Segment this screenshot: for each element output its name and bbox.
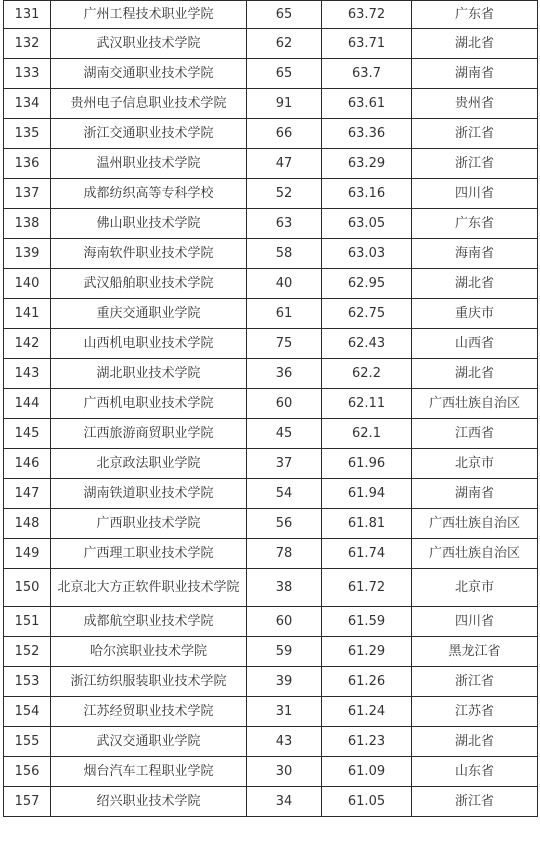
rank-cell: 132 [4, 29, 51, 59]
institution-name-cell: 重庆交通职业学院 [51, 299, 247, 329]
region-cell: 湖南省 [412, 479, 538, 509]
rank-cell: 143 [4, 359, 51, 389]
count-cell: 37 [247, 449, 322, 479]
rank-cell: 131 [4, 1, 51, 29]
score-cell: 63.61 [322, 89, 412, 119]
count-cell: 30 [247, 757, 322, 787]
table-row [4, 89, 538, 119]
table-row [4, 299, 538, 329]
count-cell: 43 [247, 727, 322, 757]
count-cell: 91 [247, 89, 322, 119]
table-row [4, 449, 538, 479]
rank-cell: 152 [4, 637, 51, 667]
institution-name-cell: 北京北大方正软件职业技术学院 [51, 569, 247, 607]
institution-name-cell: 绍兴职业技术学院 [51, 787, 247, 817]
table-row [4, 479, 538, 509]
count-cell: 45 [247, 419, 322, 449]
score-cell: 63.03 [322, 239, 412, 269]
score-cell: 63.29 [322, 149, 412, 179]
count-cell: 60 [247, 607, 322, 637]
table-row [4, 179, 538, 209]
score-cell: 61.94 [322, 479, 412, 509]
region-cell: 湖北省 [412, 359, 538, 389]
count-cell: 61 [247, 299, 322, 329]
score-cell: 61.59 [322, 607, 412, 637]
rank-cell: 155 [4, 727, 51, 757]
institution-name-cell: 贵州电子信息职业技术学院 [51, 89, 247, 119]
table-row [4, 1, 538, 29]
institution-name-cell: 哈尔滨职业技术学院 [51, 637, 247, 667]
score-cell: 61.26 [322, 667, 412, 697]
table-row [4, 329, 538, 359]
region-cell: 山西省 [412, 329, 538, 359]
score-cell: 62.43 [322, 329, 412, 359]
score-cell: 62.1 [322, 419, 412, 449]
rank-cell: 134 [4, 89, 51, 119]
region-cell: 浙江省 [412, 667, 538, 697]
region-cell: 黑龙江省 [412, 637, 538, 667]
rank-cell: 150 [4, 569, 51, 607]
count-cell: 78 [247, 539, 322, 569]
region-cell: 湖北省 [412, 727, 538, 757]
region-cell: 浙江省 [412, 787, 538, 817]
table-row [4, 607, 538, 637]
table-row [4, 119, 538, 149]
ranking-table [3, 0, 538, 817]
region-cell: 海南省 [412, 239, 538, 269]
institution-name-cell: 温州职业技术学院 [51, 149, 247, 179]
institution-name-cell: 江苏经贸职业技术学院 [51, 697, 247, 727]
score-cell: 61.24 [322, 697, 412, 727]
rank-cell: 141 [4, 299, 51, 329]
count-cell: 75 [247, 329, 322, 359]
institution-name-cell: 佛山职业技术学院 [51, 209, 247, 239]
score-cell: 61.81 [322, 509, 412, 539]
rank-cell: 133 [4, 59, 51, 89]
region-cell: 广西壮族自治区 [412, 389, 538, 419]
region-cell: 浙江省 [412, 149, 538, 179]
table-row [4, 209, 538, 239]
institution-name-cell: 浙江交通职业技术学院 [51, 119, 247, 149]
region-cell: 四川省 [412, 179, 538, 209]
rank-cell: 136 [4, 149, 51, 179]
institution-name-cell: 山西机电职业技术学院 [51, 329, 247, 359]
institution-name-cell: 湖南铁道职业技术学院 [51, 479, 247, 509]
table-row [4, 239, 538, 269]
score-cell: 63.72 [322, 1, 412, 29]
score-cell: 62.2 [322, 359, 412, 389]
table-row [4, 269, 538, 299]
count-cell: 38 [247, 569, 322, 607]
table-row [4, 727, 538, 757]
score-cell: 62.11 [322, 389, 412, 419]
score-cell: 62.95 [322, 269, 412, 299]
score-cell: 62.75 [322, 299, 412, 329]
score-cell: 61.96 [322, 449, 412, 479]
table-row [4, 667, 538, 697]
count-cell: 65 [247, 1, 322, 29]
region-cell: 江西省 [412, 419, 538, 449]
score-cell: 61.05 [322, 787, 412, 817]
count-cell: 63 [247, 209, 322, 239]
count-cell: 47 [247, 149, 322, 179]
count-cell: 66 [247, 119, 322, 149]
rank-cell: 142 [4, 329, 51, 359]
region-cell: 广西壮族自治区 [412, 539, 538, 569]
count-cell: 36 [247, 359, 322, 389]
score-cell: 61.74 [322, 539, 412, 569]
table-row [4, 509, 538, 539]
count-cell: 62 [247, 29, 322, 59]
region-cell: 湖北省 [412, 269, 538, 299]
score-cell: 63.71 [322, 29, 412, 59]
count-cell: 65 [247, 59, 322, 89]
count-cell: 59 [247, 637, 322, 667]
rank-cell: 135 [4, 119, 51, 149]
count-cell: 58 [247, 239, 322, 269]
score-cell: 63.7 [322, 59, 412, 89]
count-cell: 39 [247, 667, 322, 697]
institution-name-cell: 广西机电职业技术学院 [51, 389, 247, 419]
count-cell: 40 [247, 269, 322, 299]
region-cell: 贵州省 [412, 89, 538, 119]
institution-name-cell: 武汉职业技术学院 [51, 29, 247, 59]
rank-cell: 145 [4, 419, 51, 449]
table-row [4, 149, 538, 179]
region-cell: 湖北省 [412, 29, 538, 59]
institution-name-cell: 广西理工职业技术学院 [51, 539, 247, 569]
score-cell: 63.16 [322, 179, 412, 209]
table-row [4, 359, 538, 389]
institution-name-cell: 烟台汽车工程职业学院 [51, 757, 247, 787]
institution-name-cell: 广西职业技术学院 [51, 509, 247, 539]
institution-name-cell: 北京政法职业学院 [51, 449, 247, 479]
score-cell: 63.36 [322, 119, 412, 149]
rank-cell: 151 [4, 607, 51, 637]
institution-name-cell: 成都纺织高等专科学校 [51, 179, 247, 209]
count-cell: 60 [247, 389, 322, 419]
region-cell: 北京市 [412, 569, 538, 607]
rank-cell: 138 [4, 209, 51, 239]
score-cell: 61.23 [322, 727, 412, 757]
rank-cell: 137 [4, 179, 51, 209]
table-row [4, 697, 538, 727]
region-cell: 北京市 [412, 449, 538, 479]
institution-name-cell: 湖南交通职业技术学院 [51, 59, 247, 89]
table-row [4, 419, 538, 449]
count-cell: 54 [247, 479, 322, 509]
score-cell: 61.29 [322, 637, 412, 667]
rank-cell: 140 [4, 269, 51, 299]
institution-name-cell: 海南软件职业技术学院 [51, 239, 247, 269]
table-row [4, 389, 538, 419]
count-cell: 52 [247, 179, 322, 209]
region-cell: 四川省 [412, 607, 538, 637]
ranking-table-body [4, 1, 538, 817]
table-row [4, 637, 538, 667]
score-cell: 61.09 [322, 757, 412, 787]
region-cell: 湖南省 [412, 59, 538, 89]
institution-name-cell: 江西旅游商贸职业学院 [51, 419, 247, 449]
region-cell: 广东省 [412, 1, 538, 29]
rank-cell: 146 [4, 449, 51, 479]
institution-name-cell: 湖北职业技术学院 [51, 359, 247, 389]
score-cell: 61.72 [322, 569, 412, 607]
table-row [4, 539, 538, 569]
count-cell: 31 [247, 697, 322, 727]
rank-cell: 144 [4, 389, 51, 419]
rank-cell: 139 [4, 239, 51, 269]
region-cell: 江苏省 [412, 697, 538, 727]
institution-name-cell: 成都航空职业技术学院 [51, 607, 247, 637]
count-cell: 56 [247, 509, 322, 539]
region-cell: 广东省 [412, 209, 538, 239]
rank-cell: 149 [4, 539, 51, 569]
rank-cell: 147 [4, 479, 51, 509]
region-cell: 重庆市 [412, 299, 538, 329]
table-row [4, 29, 538, 59]
rank-cell: 157 [4, 787, 51, 817]
institution-name-cell: 广州工程技术职业学院 [51, 1, 247, 29]
table-row [4, 569, 538, 607]
rank-cell: 154 [4, 697, 51, 727]
institution-name-cell: 浙江纺织服装职业技术学院 [51, 667, 247, 697]
rank-cell: 156 [4, 757, 51, 787]
institution-name-cell: 武汉交通职业学院 [51, 727, 247, 757]
rank-cell: 153 [4, 667, 51, 697]
count-cell: 34 [247, 787, 322, 817]
region-cell: 山东省 [412, 757, 538, 787]
rank-cell: 148 [4, 509, 51, 539]
region-cell: 浙江省 [412, 119, 538, 149]
table-row [4, 59, 538, 89]
region-cell: 广西壮族自治区 [412, 509, 538, 539]
institution-name-cell: 武汉船舶职业技术学院 [51, 269, 247, 299]
table-row [4, 757, 538, 787]
table-row [4, 787, 538, 817]
score-cell: 63.05 [322, 209, 412, 239]
